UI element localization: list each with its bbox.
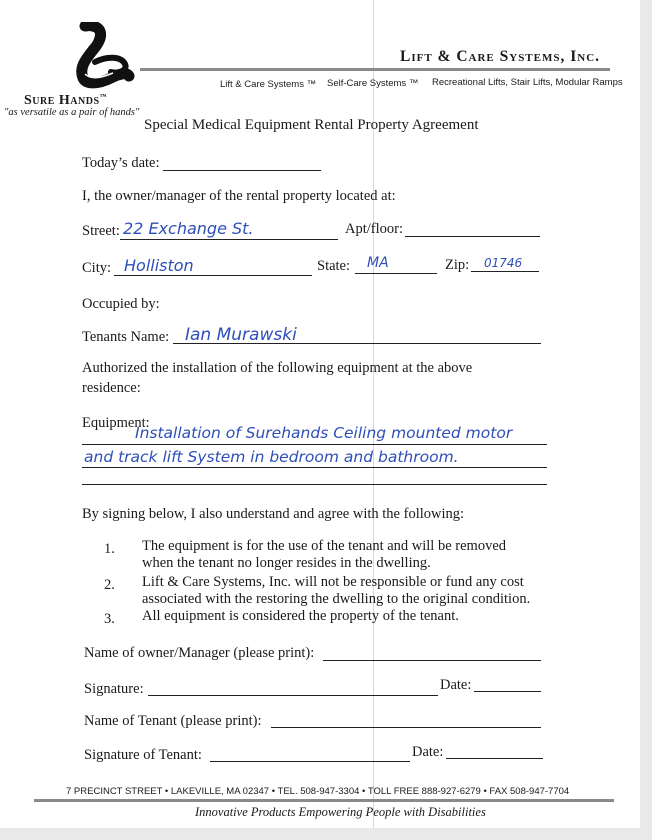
tenant-signature-line[interactable] — [210, 761, 410, 762]
tenant-signature-date-line[interactable] — [446, 758, 543, 759]
street-label: Street: — [82, 223, 120, 239]
tenant-name-line[interactable] — [173, 343, 541, 344]
equipment-line-2[interactable] — [82, 467, 547, 468]
state-value: MA — [367, 255, 389, 271]
tenant-name-label: Tenants Name: — [82, 329, 170, 345]
city-value: Holliston — [124, 256, 194, 275]
state-label: State: — [317, 258, 351, 274]
equipment-label: Equipment: — [82, 415, 150, 431]
subline-self-care: Self-Care Systems ™ — [327, 78, 419, 89]
sure-hands-logo-icon — [55, 22, 135, 92]
agreement-item-text: All equipment is considered the property of the tenant. — [142, 608, 459, 624]
agreement-item-text: associated with the restoring the dwelling to the original condition. — [142, 591, 531, 607]
agreement-item-number: 1. — [104, 541, 115, 557]
apt-floor-line[interactable] — [405, 236, 540, 237]
signature-line[interactable] — [148, 695, 438, 696]
zip-label: Zip: — [445, 257, 470, 273]
agreement-item-text: The equipment is for the use of the tenant and will be removed — [142, 538, 507, 554]
tenant-signature-label: Signature of Tenant: — [84, 747, 202, 763]
agreement-item-number: 3. — [104, 611, 115, 627]
owner-name-line[interactable] — [323, 660, 541, 661]
equipment-line-3[interactable] — [82, 484, 547, 485]
footer-address: 7 PRECINCT STREET • LAKEVILLE, MA 02347 • TEL. 508-947-3304 • TOLL FREE 888-927-6279 • FAX 508-947-7704 — [66, 786, 570, 797]
intro-text: I, the owner/manager of the rental property located at: — [82, 188, 396, 204]
city-label: City: — [82, 260, 112, 276]
authorized-text-line2: residence: — [82, 380, 141, 396]
signature-label: Signature: — [84, 681, 144, 697]
signature-date-label: Date: — [440, 677, 472, 693]
company-name: Lift & Care Systems, Inc. — [400, 48, 601, 65]
page-title: Special Medical Equipment Rental Property Agreement — [144, 117, 479, 133]
zip-line[interactable] — [471, 271, 539, 272]
subline-lift-care: Lift & Care Systems ™ — [220, 79, 317, 90]
street-line[interactable] — [120, 239, 338, 240]
agreement-item-number: 2. — [104, 577, 115, 593]
state-line[interactable] — [355, 273, 437, 274]
city-line[interactable] — [114, 275, 312, 276]
header-rule — [140, 68, 610, 71]
zip-value: 01746 — [484, 256, 523, 270]
apt-floor-label: Apt/floor: — [345, 221, 403, 237]
subline-recreational: Recreational Lifts, Stair Lifts, Modular Ramps — [432, 77, 623, 88]
brand-name: Sure Hands™ — [24, 92, 108, 108]
agreement-item-text: Lift & Care Systems, Inc. will not be responsible or fund any cost — [142, 574, 524, 590]
agreement-intro: By signing below, I also understand and agree with the following: — [82, 506, 465, 522]
authorized-text-line1: Authorized the installation of the following equipment at the above — [82, 360, 473, 376]
owner-name-label: Name of owner/Manager (please print): — [84, 645, 315, 661]
todays-date-label: Today’s date: — [82, 155, 160, 171]
tenant-signature-date-label: Date: — [412, 744, 444, 760]
todays-date-line[interactable] — [163, 170, 321, 171]
equipment-value-line2: and track lift System in bedroom and bathroom. — [84, 448, 459, 466]
street-value: 22 Exchange St. — [123, 219, 254, 238]
agreement-item-text: when the tenant no longer resides in the dwelling. — [142, 555, 431, 571]
equipment-line-1[interactable] — [82, 444, 547, 445]
tenant-name-value: Ian Murawski — [185, 325, 297, 345]
footer-tagline: Innovative Products Empowering People with Disabilities — [195, 805, 486, 819]
equipment-value-line1: Installation of Surehands Ceiling mounted motor — [135, 424, 513, 442]
occupied-by-label: Occupied by: — [82, 296, 160, 312]
tenant-print-label: Name of Tenant (please print): — [84, 713, 262, 729]
footer-rule — [34, 799, 614, 802]
signature-date-line[interactable] — [474, 691, 541, 692]
tenant-print-line[interactable] — [271, 727, 541, 728]
brand-slogan: "as versatile as a pair of hands" — [4, 107, 140, 118]
